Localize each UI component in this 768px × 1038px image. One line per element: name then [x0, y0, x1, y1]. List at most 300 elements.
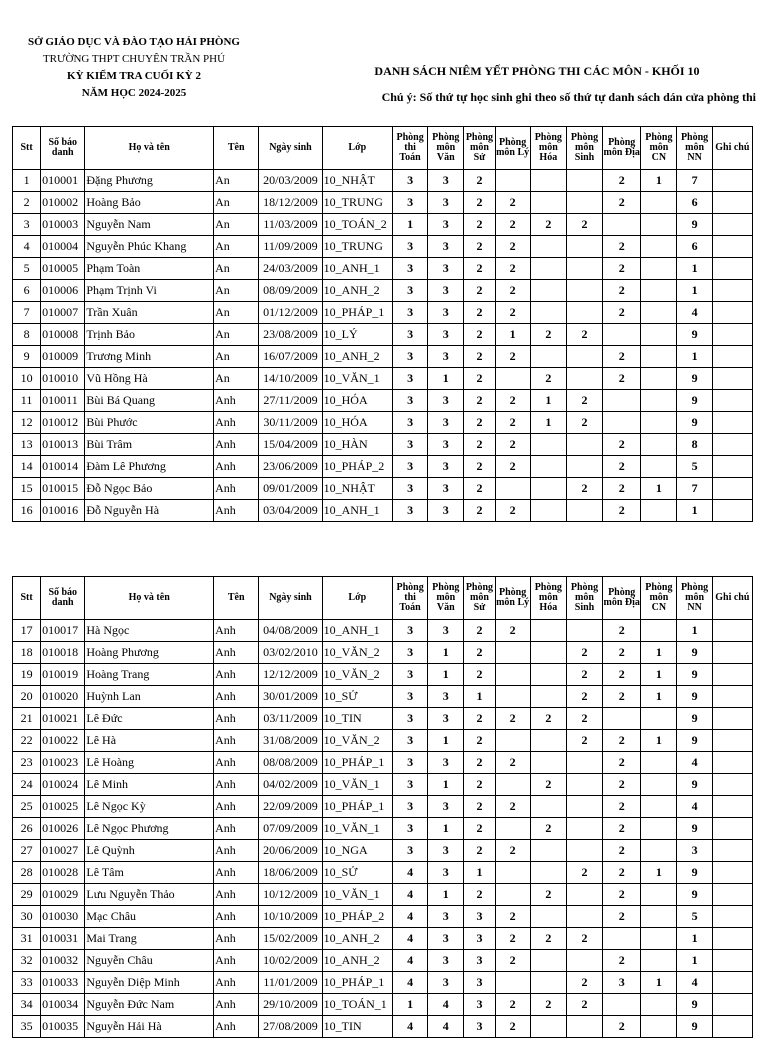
math-room-cell: 3	[393, 192, 428, 214]
first-name-cell: Anh	[214, 390, 259, 412]
class-cell: 10_ANH_1	[322, 258, 392, 280]
chemistry-room-cell	[530, 302, 566, 324]
note-cell	[712, 752, 752, 774]
student-id-cell: 010007	[41, 302, 85, 324]
geography-room-cell	[603, 928, 641, 950]
birth-date-cell: 08/09/2009	[259, 280, 322, 302]
column-header-name: Họ và tên	[85, 577, 214, 620]
room-list-table	[12, 126, 753, 522]
full-name-cell: Đàm Lê Phương	[85, 456, 214, 478]
chemistry-room-cell	[530, 500, 566, 522]
physics-room-cell	[495, 862, 530, 884]
biology-room-cell	[566, 500, 602, 522]
stt-cell: 20	[13, 686, 41, 708]
history-room-cell: 2	[464, 368, 495, 390]
stt-cell: 34	[13, 994, 41, 1016]
first-name-cell: Anh	[214, 500, 259, 522]
chemistry-room-cell: 2	[530, 884, 566, 906]
language-room-cell: 9	[677, 994, 712, 1016]
history-room-cell: 1	[464, 862, 495, 884]
physics-room-cell: 2	[495, 796, 530, 818]
technology-room-cell	[641, 928, 677, 950]
technology-room-cell	[641, 500, 677, 522]
language-room-cell: 9	[677, 730, 712, 752]
math-room-cell: 4	[393, 1016, 428, 1038]
class-cell: 10_PHÁP_2	[322, 906, 392, 928]
first-name-cell: Anh	[214, 456, 259, 478]
technology-room-cell: 1	[641, 862, 677, 884]
literature-room-cell: 1	[428, 818, 464, 840]
stt-cell: 29	[13, 884, 41, 906]
biology-room-cell	[566, 192, 602, 214]
full-name-cell: Bùi Bá Quang	[85, 390, 214, 412]
physics-room-cell	[495, 818, 530, 840]
stt-cell: 15	[13, 478, 41, 500]
stt-cell: 25	[13, 796, 41, 818]
first-name-cell: Anh	[214, 642, 259, 664]
class-cell: 10_NGA	[322, 840, 392, 862]
birth-date-cell: 23/08/2009	[259, 324, 322, 346]
literature-room-cell: 3	[428, 478, 464, 500]
chemistry-room-cell	[530, 664, 566, 686]
student-id-cell: 010001	[41, 170, 85, 192]
chemistry-room-cell: 2	[530, 708, 566, 730]
chemistry-room-cell	[530, 170, 566, 192]
note-cell	[712, 642, 752, 664]
full-name-cell: Lê Ngọc Kỳ	[85, 796, 214, 818]
birth-date-cell: 03/04/2009	[259, 500, 322, 522]
column-header-dia: Phòng môn Địa	[603, 577, 641, 620]
literature-room-cell: 3	[428, 928, 464, 950]
room-list-table	[12, 576, 753, 1038]
literature-room-cell: 4	[428, 994, 464, 1016]
full-name-cell: Lê Hà	[85, 730, 214, 752]
table-row	[13, 664, 753, 686]
birth-date-cell: 24/03/2009	[259, 258, 322, 280]
language-room-cell: 4	[677, 972, 712, 994]
table-row	[13, 994, 753, 1016]
biology-room-cell	[566, 906, 602, 928]
table-header-row	[13, 577, 753, 620]
physics-room-cell	[495, 686, 530, 708]
student-id-cell: 010030	[41, 906, 85, 928]
column-header-hoa: Phòng môn Hóa	[530, 127, 566, 170]
student-id-cell: 010003	[41, 214, 85, 236]
note-cell	[712, 280, 752, 302]
column-header-sbd: Số báo danh	[41, 577, 85, 620]
table-row	[13, 818, 753, 840]
stt-cell: 23	[13, 752, 41, 774]
physics-room-cell	[495, 368, 530, 390]
language-room-cell: 9	[677, 818, 712, 840]
table-row	[13, 950, 753, 972]
physics-room-cell: 1	[495, 324, 530, 346]
full-name-cell: Nguyễn Phúc Khang	[85, 236, 214, 258]
note-cell	[712, 1016, 752, 1038]
biology-room-cell: 2	[566, 730, 602, 752]
first-name-cell: Anh	[214, 928, 259, 950]
column-header-su: Phòng môn Sử	[464, 577, 495, 620]
physics-room-cell	[495, 664, 530, 686]
column-header-nn: Phòng môn NN	[677, 577, 712, 620]
birth-date-cell: 12/12/2009	[259, 664, 322, 686]
geography-room-cell: 2	[603, 280, 641, 302]
math-room-cell: 3	[393, 390, 428, 412]
birth-date-cell: 20/06/2009	[259, 840, 322, 862]
chemistry-room-cell: 2	[530, 324, 566, 346]
language-room-cell: 1	[677, 620, 712, 642]
first-name-cell: Anh	[214, 730, 259, 752]
math-room-cell: 1	[393, 994, 428, 1016]
student-id-cell: 010027	[41, 840, 85, 862]
literature-room-cell: 3	[428, 258, 464, 280]
technology-room-cell	[641, 456, 677, 478]
note-cell	[712, 906, 752, 928]
biology-room-cell: 2	[566, 708, 602, 730]
physics-room-cell: 2	[495, 994, 530, 1016]
language-room-cell: 9	[677, 774, 712, 796]
stt-cell: 35	[13, 1016, 41, 1038]
chemistry-room-cell	[530, 950, 566, 972]
stt-cell: 21	[13, 708, 41, 730]
birth-date-cell: 16/07/2009	[259, 346, 322, 368]
student-id-cell: 010015	[41, 478, 85, 500]
technology-room-cell: 1	[641, 664, 677, 686]
class-cell: 10_VĂN_1	[322, 884, 392, 906]
student-id-cell: 010013	[41, 434, 85, 456]
column-header-ly: Phòng môn Lý	[495, 127, 530, 170]
full-name-cell: Lê Hoàng	[85, 752, 214, 774]
class-cell: 10_HÓA	[322, 390, 392, 412]
geography-room-cell	[603, 994, 641, 1016]
physics-room-cell	[495, 884, 530, 906]
table-row	[13, 862, 753, 884]
full-name-cell: Hoàng Trang	[85, 664, 214, 686]
math-room-cell: 4	[393, 884, 428, 906]
birth-date-cell: 23/06/2009	[259, 456, 322, 478]
chemistry-room-cell	[530, 862, 566, 884]
table-row	[13, 236, 753, 258]
column-header-stt: Stt	[13, 577, 41, 620]
class-cell: 10_PHÁP_1	[322, 796, 392, 818]
birth-date-cell: 18/06/2009	[259, 862, 322, 884]
first-name-cell: An	[214, 324, 259, 346]
student-id-cell: 010024	[41, 774, 85, 796]
geography-room-cell	[603, 324, 641, 346]
biology-room-cell: 2	[566, 214, 602, 236]
note-cell	[712, 664, 752, 686]
note-cell	[712, 730, 752, 752]
full-name-cell: Nguyễn Đức Nam	[85, 994, 214, 1016]
full-name-cell: Trịnh Bảo	[85, 324, 214, 346]
language-room-cell: 9	[677, 368, 712, 390]
student-id-cell: 010023	[41, 752, 85, 774]
math-room-cell: 3	[393, 840, 428, 862]
class-cell: 10_TOÁN_1	[322, 994, 392, 1016]
biology-room-cell: 2	[566, 972, 602, 994]
class-cell: 10_ANH_2	[322, 346, 392, 368]
math-room-cell: 4	[393, 862, 428, 884]
column-header-sinh: Phòng môn Sinh	[566, 577, 602, 620]
full-name-cell: Bùi Trâm	[85, 434, 214, 456]
geography-room-cell: 2	[603, 478, 641, 500]
literature-room-cell: 3	[428, 840, 464, 862]
math-room-cell: 4	[393, 906, 428, 928]
full-name-cell: Nguyễn Diệp Minh	[85, 972, 214, 994]
literature-room-cell: 3	[428, 862, 464, 884]
history-room-cell: 2	[464, 730, 495, 752]
math-room-cell: 4	[393, 928, 428, 950]
biology-room-cell	[566, 950, 602, 972]
school-header	[14, 34, 254, 102]
student-id-cell: 010029	[41, 884, 85, 906]
stt-cell: 6	[13, 280, 41, 302]
literature-room-cell: 3	[428, 906, 464, 928]
language-room-cell: 9	[677, 1016, 712, 1038]
full-name-cell: Nguyễn Hải Hà	[85, 1016, 214, 1038]
history-room-cell: 2	[464, 192, 495, 214]
literature-room-cell: 3	[428, 686, 464, 708]
physics-room-cell: 2	[495, 390, 530, 412]
physics-room-cell: 2	[495, 346, 530, 368]
biology-room-cell	[566, 368, 602, 390]
language-room-cell: 9	[677, 390, 712, 412]
geography-room-cell: 2	[603, 434, 641, 456]
chemistry-room-cell	[530, 456, 566, 478]
class-cell: 10_VĂN_2	[322, 642, 392, 664]
chemistry-room-cell	[530, 192, 566, 214]
history-room-cell: 2	[464, 642, 495, 664]
geography-room-cell: 2	[603, 620, 641, 642]
physics-room-cell: 2	[495, 620, 530, 642]
first-name-cell: Anh	[214, 686, 259, 708]
school-name: TRƯỜNG THPT CHUYÊN TRẦN PHÚ	[42, 53, 226, 65]
full-name-cell: Phạm Trịnh Vi	[85, 280, 214, 302]
full-name-cell: Mai Trang	[85, 928, 214, 950]
literature-room-cell: 3	[428, 280, 464, 302]
class-cell: 10_PHÁP_2	[322, 456, 392, 478]
table-row	[13, 774, 753, 796]
history-room-cell: 2	[464, 478, 495, 500]
chemistry-room-cell	[530, 620, 566, 642]
physics-room-cell	[495, 730, 530, 752]
physics-room-cell: 2	[495, 302, 530, 324]
history-room-cell: 2	[464, 280, 495, 302]
column-header-dob: Ngày sinh	[259, 577, 322, 620]
history-room-cell: 2	[464, 818, 495, 840]
math-room-cell: 3	[393, 412, 428, 434]
table-row	[13, 1016, 753, 1038]
technology-room-cell	[641, 192, 677, 214]
birth-date-cell: 22/09/2009	[259, 796, 322, 818]
student-id-cell: 010033	[41, 972, 85, 994]
first-name-cell: Anh	[214, 434, 259, 456]
literature-room-cell: 3	[428, 346, 464, 368]
math-room-cell: 4	[393, 972, 428, 994]
literature-room-cell: 3	[428, 390, 464, 412]
history-room-cell: 2	[464, 236, 495, 258]
table-row	[13, 302, 753, 324]
chemistry-room-cell	[530, 434, 566, 456]
biology-room-cell: 2	[566, 324, 602, 346]
physics-room-cell: 2	[495, 192, 530, 214]
class-cell: 10_VĂN_2	[322, 664, 392, 686]
language-room-cell: 4	[677, 302, 712, 324]
class-cell: 10_TRUNG	[322, 192, 392, 214]
note-cell	[712, 368, 752, 390]
physics-room-cell: 2	[495, 928, 530, 950]
first-name-cell: An	[214, 346, 259, 368]
first-name-cell: Anh	[214, 972, 259, 994]
chemistry-room-cell	[530, 796, 566, 818]
stt-cell: 27	[13, 840, 41, 862]
stt-cell: 26	[13, 818, 41, 840]
technology-room-cell	[641, 390, 677, 412]
first-name-cell: Anh	[214, 708, 259, 730]
full-name-cell: Đỗ Nguyễn Hà	[85, 500, 214, 522]
biology-room-cell: 2	[566, 686, 602, 708]
math-room-cell: 3	[393, 324, 428, 346]
history-room-cell: 3	[464, 994, 495, 1016]
student-id-cell: 010005	[41, 258, 85, 280]
student-id-cell: 010014	[41, 456, 85, 478]
physics-room-cell: 2	[495, 950, 530, 972]
student-id-cell: 010021	[41, 708, 85, 730]
math-room-cell: 3	[393, 818, 428, 840]
biology-room-cell	[566, 796, 602, 818]
language-room-cell: 9	[677, 642, 712, 664]
table-row	[13, 412, 753, 434]
first-name-cell: Anh	[214, 796, 259, 818]
literature-room-cell: 3	[428, 752, 464, 774]
full-name-cell: Hoàng Phương	[85, 642, 214, 664]
table-row	[13, 884, 753, 906]
geography-room-cell: 2	[603, 884, 641, 906]
math-room-cell: 3	[393, 368, 428, 390]
math-room-cell: 3	[393, 258, 428, 280]
column-header-cn: Phòng môn CN	[641, 577, 677, 620]
stt-cell: 30	[13, 906, 41, 928]
class-cell: 10_VĂN_1	[322, 774, 392, 796]
birth-date-cell: 01/12/2009	[259, 302, 322, 324]
chemistry-room-cell: 2	[530, 818, 566, 840]
stt-cell: 8	[13, 324, 41, 346]
class-cell: 10_LÝ	[322, 324, 392, 346]
chemistry-room-cell: 2	[530, 774, 566, 796]
student-id-cell: 010010	[41, 368, 85, 390]
technology-room-cell	[641, 346, 677, 368]
physics-room-cell: 2	[495, 456, 530, 478]
table-row	[13, 796, 753, 818]
technology-room-cell	[641, 280, 677, 302]
student-id-cell: 010026	[41, 818, 85, 840]
stt-cell: 14	[13, 456, 41, 478]
student-id-cell: 010018	[41, 642, 85, 664]
class-cell: 10_PHÁP_1	[322, 302, 392, 324]
column-header-sinh: Phòng môn Sinh	[566, 127, 602, 170]
first-name-cell: Anh	[214, 862, 259, 884]
literature-room-cell: 3	[428, 236, 464, 258]
geography-room-cell: 2	[603, 950, 641, 972]
history-room-cell: 2	[464, 884, 495, 906]
biology-room-cell: 2	[566, 642, 602, 664]
note-cell	[712, 192, 752, 214]
biology-room-cell	[566, 236, 602, 258]
table-row	[13, 390, 753, 412]
geography-room-cell: 2	[603, 774, 641, 796]
student-id-cell: 010012	[41, 412, 85, 434]
geography-room-cell: 2	[603, 456, 641, 478]
technology-room-cell	[641, 324, 677, 346]
note-cell	[712, 236, 752, 258]
full-name-cell: Phạm Toàn	[85, 258, 214, 280]
birth-date-cell: 10/10/2009	[259, 906, 322, 928]
chemistry-room-cell	[530, 972, 566, 994]
column-header-name: Họ và tên	[85, 127, 214, 170]
stt-cell: 3	[13, 214, 41, 236]
physics-room-cell: 2	[495, 258, 530, 280]
language-room-cell: 9	[677, 324, 712, 346]
biology-room-cell	[566, 280, 602, 302]
geography-room-cell: 2	[603, 500, 641, 522]
math-room-cell: 3	[393, 478, 428, 500]
stt-cell: 1	[13, 170, 41, 192]
chemistry-room-cell	[530, 478, 566, 500]
stt-cell: 18	[13, 642, 41, 664]
birth-date-cell: 11/01/2009	[259, 972, 322, 994]
birth-date-cell: 08/08/2009	[259, 752, 322, 774]
chemistry-room-cell	[530, 258, 566, 280]
math-room-cell: 3	[393, 280, 428, 302]
literature-room-cell: 3	[428, 302, 464, 324]
literature-room-cell: 3	[428, 620, 464, 642]
note-cell	[712, 390, 752, 412]
class-cell: 10_NHẬT	[322, 478, 392, 500]
chemistry-room-cell	[530, 642, 566, 664]
stt-cell: 31	[13, 928, 41, 950]
chemistry-room-cell	[530, 236, 566, 258]
student-id-cell: 010002	[41, 192, 85, 214]
history-room-cell: 2	[464, 708, 495, 730]
biology-room-cell: 2	[566, 664, 602, 686]
first-name-cell: An	[214, 280, 259, 302]
table-row	[13, 708, 753, 730]
table-row	[13, 478, 753, 500]
language-room-cell: 9	[677, 686, 712, 708]
geography-room-cell: 2	[603, 258, 641, 280]
stt-cell: 19	[13, 664, 41, 686]
chemistry-room-cell	[530, 906, 566, 928]
first-name-cell: An	[214, 302, 259, 324]
language-room-cell: 5	[677, 906, 712, 928]
technology-room-cell	[641, 258, 677, 280]
stt-cell: 32	[13, 950, 41, 972]
column-header-ly: Phòng môn Lý	[495, 577, 530, 620]
history-room-cell: 2	[464, 774, 495, 796]
first-name-cell: Anh	[214, 994, 259, 1016]
note-cell	[712, 620, 752, 642]
technology-room-cell	[641, 884, 677, 906]
technology-room-cell	[641, 236, 677, 258]
school-year: NĂM HỌC 2024-2025	[81, 87, 187, 99]
stt-cell: 9	[13, 346, 41, 368]
first-name-cell: Anh	[214, 752, 259, 774]
math-room-cell: 3	[393, 664, 428, 686]
geography-room-cell: 2	[603, 170, 641, 192]
physics-room-cell: 2	[495, 412, 530, 434]
table-row	[13, 620, 753, 642]
first-name-cell: Anh	[214, 884, 259, 906]
